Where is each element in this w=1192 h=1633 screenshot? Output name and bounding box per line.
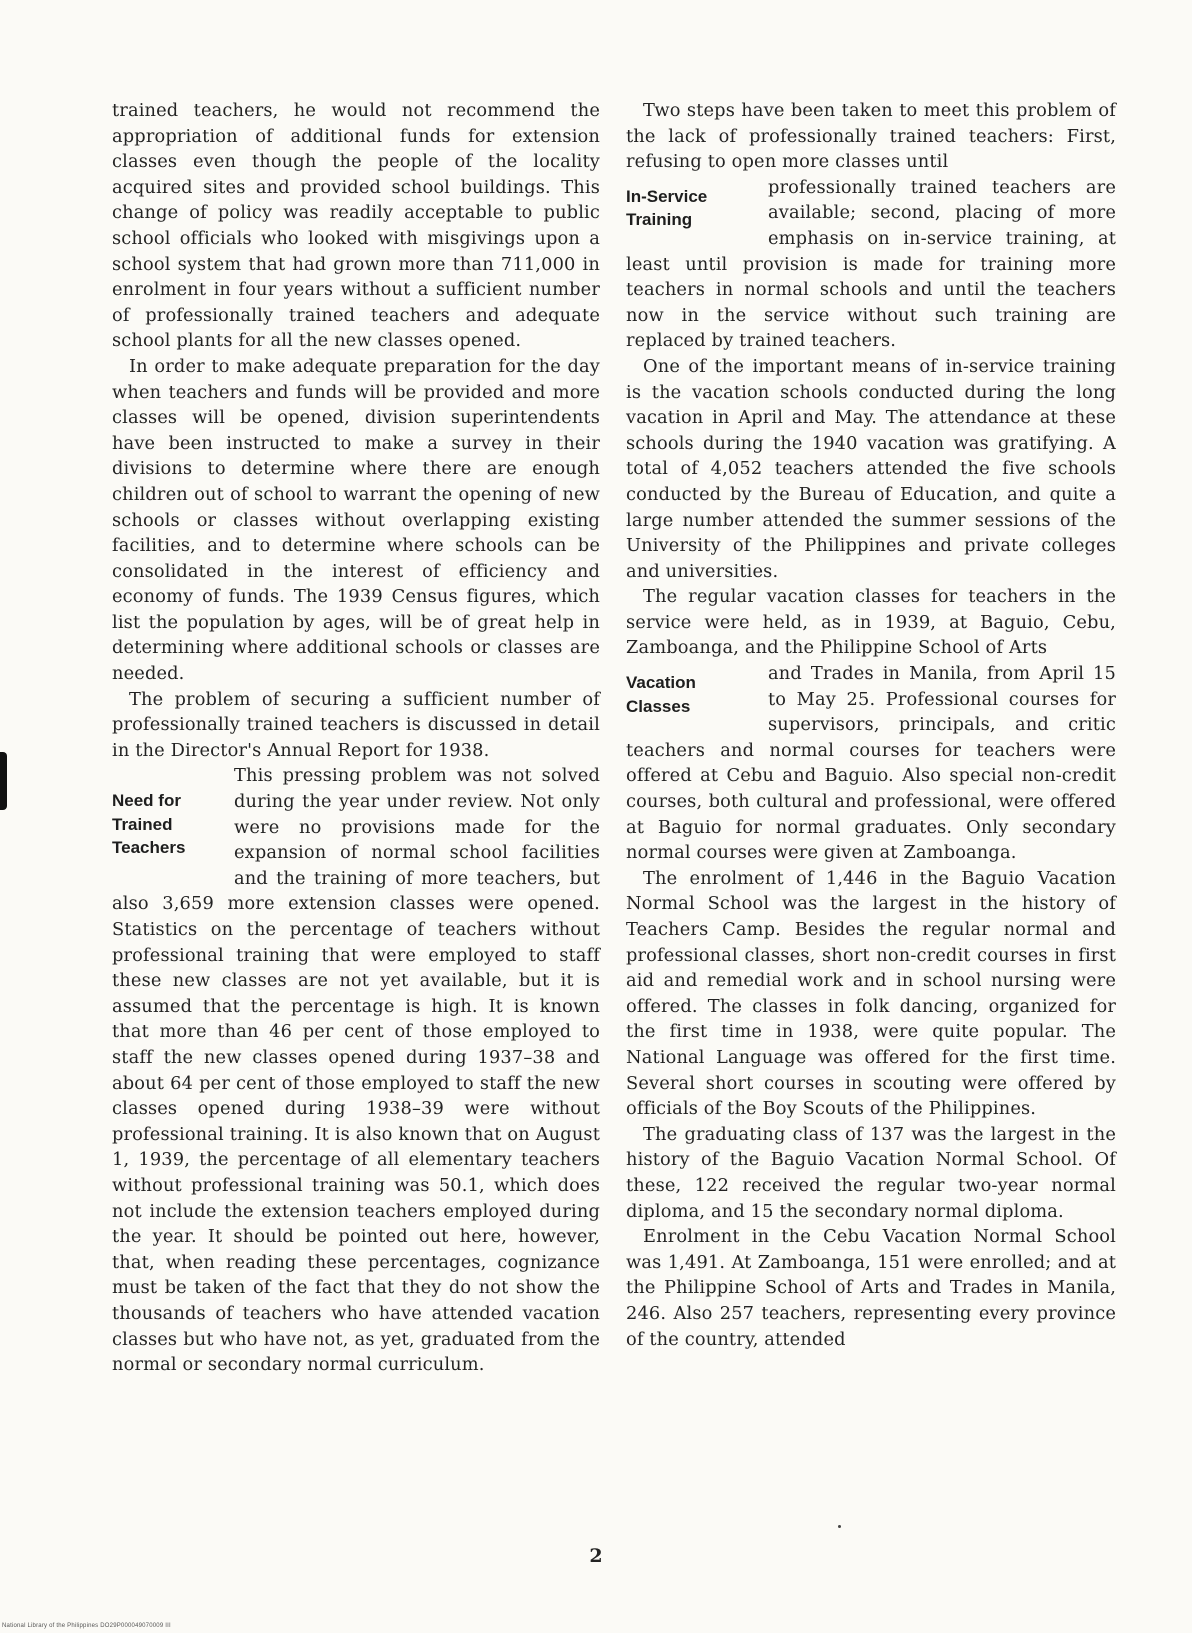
paragraph: One of the important means of in-service training is the vacation schools conducted during the long vacation in April and May. The attendance at these schools during the 1940 vacation was gratifying. A total of 4,052 teachers attended the five schools conducted by the Bureau of Education, and quite a large number attended the summer sessions of the University of the Philippines and private colleges and universities. bbox=[626, 355, 1116, 582]
left-column bbox=[112, 98, 600, 1378]
right-column bbox=[626, 98, 1116, 1352]
side-heading-need-for-trained-teachers: Need for Trained Teachers bbox=[112, 791, 186, 858]
paragraph: Enrolment in the Cebu Vacation Normal School was 1,491. At Zamboanga, 151 were enrolled; and at the Philippine School of Arts and Trades in Manila, 246. Also 257 teachers, representing every province of the country, attended bbox=[626, 1226, 1116, 1350]
paragraph: The enrolment of 1,446 in the Baguio Vacation Normal School was the largest in the history of Teachers Camp. Besides the regular normal and professional classes, short non-credit courses in first aid and remedial work and in school nursing were offered. The classes in folk dancing, organized for the first time in 1938, were quite popular. The National Language was offered for the first time. Several short courses in scouting were offered by officials of the Boy Scouts of the Philippines. bbox=[626, 867, 1116, 1120]
paragraph-lead: The regular vacation classes for teachers in the service were held, as in 1939, at Baguio, Cebu, Zamboanga, and the Philippine School of Arts bbox=[626, 586, 1116, 659]
paragraph: The graduating class of 137 was the largest in the history of the Baguio Vacation Normal School. Of these, 122 received the regular two-year normal diploma, and 15 the secondary normal diploma. bbox=[626, 1123, 1116, 1222]
paragraph: In order to make adequate preparation for the day when teachers and funds will be provided and more classes will be opened, division superintendents have been instructed to make a survey in their divisions to determine where there are enough children out of school to warrant the opening of new schools or classes without overlapping existing facilities, and to determine where schools can be consolidated in the interest of efficiency and economy of funds. The 1939 Census figures, which list the population by ages, will be of great help in determining where additional schools or classes are needed. bbox=[112, 355, 600, 685]
paragraph: and Trades in Manila, from April 15 to May 25. Professional courses for supervisors, principals, and critic teachers and normal courses for teachers were offered at Cebu and Baguio. Also special non-credit courses, both cultural and professional, were offered at Baguio for normal graduates. Only secondary normal courses were given at Zamboanga. bbox=[626, 663, 1116, 864]
paragraph: trained teachers, he would not recommend the appropriation of additional funds for extension classes even though the people of the locality acquired sites and provided school buildings. This change of policy was readily acceptable to public school officials who looked with misgivings upon a school system that had grown more than 711,000 in enrolment in four years without a sufficient number of professionally trained teachers and adequate school plants for all the new classes opened. bbox=[112, 100, 600, 352]
binding-mark bbox=[0, 752, 7, 810]
side-heading-in-service-training: In-Service Training bbox=[626, 186, 708, 230]
paragraph: professionally trained teachers are available; second, placing of more emphasis on in-service training, at least until provision is made for training more teachers in normal schools and until the teachers now in the service without such training are replaced by trained teachers. bbox=[626, 176, 1116, 352]
paragraph-lead: Two steps have been taken to meet this problem of the lack of professionally trained teachers: First, refusing to open more classes until bbox=[626, 100, 1116, 173]
paragraph: This pressing problem was not solved during the year under review. Not only were no provisions made for the expansion of normal school facilities and the training of more teachers, but also 3,659 more extension classes were opened. Statistics on the percentage of teachers without professional training that were employed to staff these new classes are not yet available, but it is assumed that the percentage is high. It is known that more than 46 per cent of those employed to staff the new classes opened during 1937–38 and about 64 per cent of those employed to staff the new classes opened during 1938–39 were without professional training. It is also known that on August 1, 1939, the percentage of all elementary teachers without professional training was 50.1, which does not include the extension teachers employed during the year. It should be pointed out here, however, that, when reading these percentages, cognizance must be taken of the fact that they do not show the thousands of teachers who have attended vacation classes but who have not, as yet, graduated from the normal or secondary normal curriculum. bbox=[112, 765, 600, 1376]
paragraph: The problem of securing a sufficient number of professionally trained teachers is discussed in detail in the Director's Annual Report for 1938. bbox=[112, 688, 600, 761]
scan-footer-note: National Library of the Philippines DO29P000049070009 III bbox=[2, 1623, 171, 1629]
side-heading-vacation-classes: Vacation Classes bbox=[626, 673, 696, 716]
page-number: 2 bbox=[589, 1545, 603, 1567]
paper-speck bbox=[838, 1525, 841, 1528]
